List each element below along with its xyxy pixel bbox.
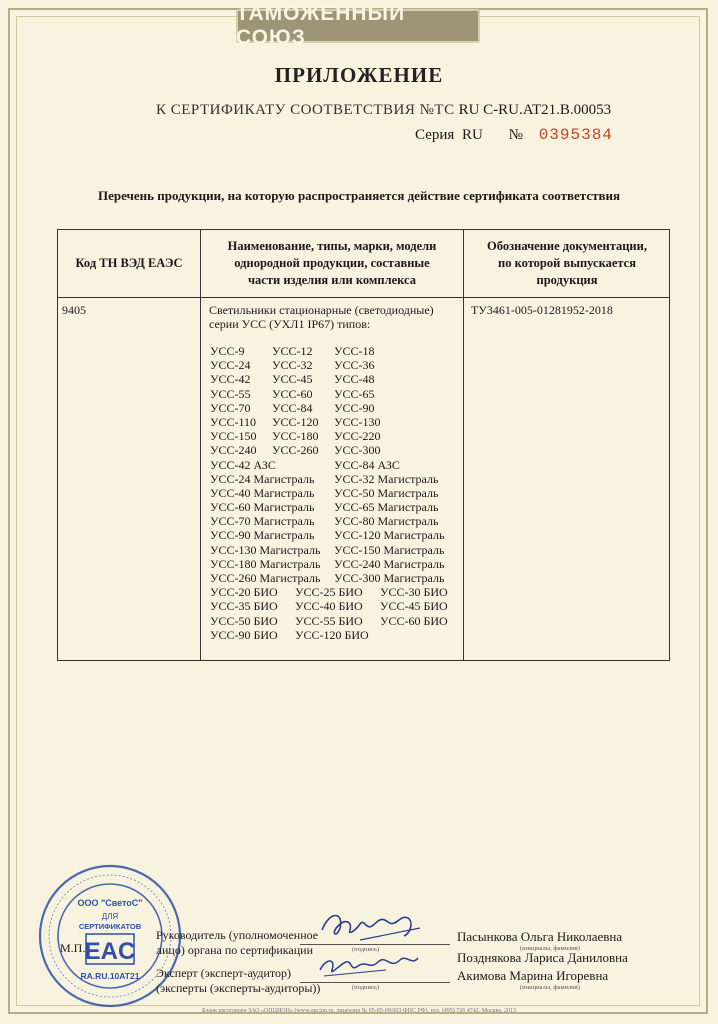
- hs-code: 9405: [62, 303, 86, 317]
- model-name: УСС-60 БИО: [380, 613, 448, 628]
- model-name: УСС-20 БИО: [210, 585, 278, 600]
- product-list-title: Перечень продукции, на которую распространяется действие сертификата соответствия: [97, 188, 621, 203]
- model-name: УСС-300 Магистраль: [334, 571, 445, 585]
- stamp-certificates: СЕРТИФИКАТОВ: [78, 922, 142, 931]
- certificate-number-line: [156, 102, 611, 119]
- signature-caption: (подпись): [352, 984, 379, 991]
- model-name: УСС-120 БИО: [295, 627, 369, 642]
- model-name: УСС-30 БИО: [380, 585, 448, 600]
- blank-footer: Бланк изготовлен ЗАО «ОПЦИОН» (www.opcion.ru, лицензия № 05-05-09/003 ФНС РФ), тел. (495) 726 4742, Москва, 2013: [201, 1008, 517, 1014]
- model-name: УСС-70 Магистраль: [210, 514, 315, 529]
- seal-mark: М.П.: [60, 941, 86, 955]
- model-name: УСС-45: [272, 372, 313, 387]
- expert-name-1: Позднякова Лариса Даниловна: [457, 950, 628, 965]
- model-name: УСС-9: [210, 344, 245, 358]
- model-name: УСС-90: [334, 400, 375, 415]
- model-name: УСС-240: [210, 443, 257, 458]
- model-name: УСС-55 БИО: [295, 613, 363, 628]
- stamp-for: ДЛЯ: [101, 912, 119, 921]
- model-name: УСС-240 Магистраль: [334, 556, 445, 571]
- column-header-name: Наименование, типы, марки, модели однородной продукции, составные части изделия или комплекса: [227, 239, 437, 287]
- model-name: УСС-150 Магистраль: [334, 542, 445, 557]
- model-name: УСС-32: [272, 358, 313, 373]
- model-name: УСС-25 БИО: [295, 585, 363, 600]
- model-name: УСС-24 Магистраль: [210, 471, 315, 486]
- page-title: ПРИЛОЖЕНИЕ: [274, 63, 444, 87]
- model-name: УСС-260: [272, 443, 319, 458]
- initials-caption: (инициалы, фамилия): [520, 984, 580, 991]
- model-name: УСС-70: [210, 400, 251, 415]
- model-name: УСС-84: [272, 400, 313, 415]
- model-name: УСС-120 Магистраль: [334, 528, 445, 543]
- model-name: УСС-36: [334, 358, 375, 373]
- handwritten-signatures: [300, 900, 450, 990]
- expert-name-2: Акимова Марина Игоревна: [457, 968, 609, 983]
- model-name: УСС-35 БИО: [210, 599, 278, 614]
- series-line: [415, 126, 613, 144]
- signature-caption: (подпись): [352, 946, 379, 953]
- stamp-org: ООО "СветоС": [77, 898, 143, 908]
- model-name: УСС-24: [210, 358, 251, 373]
- column-header-code: Код ТН ВЭД ЕАЭС: [75, 256, 183, 270]
- number-label: №: [508, 127, 523, 143]
- model-name: УСС-130: [334, 414, 381, 429]
- column-header-documentation: Обозначение документации, по которой выпускается продукция: [487, 239, 647, 287]
- model-name: УСС-60 Магистраль: [210, 500, 315, 515]
- model-name: УСС-40 БИО: [295, 599, 363, 614]
- model-name: УСС-50 Магистраль: [334, 485, 439, 500]
- model-name: УСС-48: [334, 372, 375, 387]
- series-number: 0395384: [538, 126, 613, 144]
- series-value: RU: [462, 127, 483, 143]
- model-name: УСС-90 Магистраль: [210, 528, 315, 543]
- model-name: УСС-90 БИО: [210, 627, 278, 642]
- initials-caption: (инициалы, фамилия): [520, 945, 580, 952]
- model-name: УСС-80 Магистраль: [334, 514, 439, 529]
- model-name: УСС-180 Магистраль: [210, 556, 321, 571]
- documentation-code: ТУ3461-005-01281952-2018: [471, 303, 613, 317]
- product-description: Светильники стационарные (светодиодные) серии УСС (УХЛ1 IP67) типов:: [209, 303, 434, 331]
- model-name: УСС-65 Магистраль: [334, 500, 439, 515]
- signature-line: [300, 982, 450, 983]
- certificate-label: К СЕРТИФИКАТУ СООТВЕТСТВИЯ №ТС: [156, 102, 455, 118]
- head-signatory-label: Руководитель (уполномоченное лицо) органа по сертификации: [156, 928, 319, 957]
- model-name: УСС-32 Магистраль: [334, 471, 439, 486]
- model-name: УСС-120: [272, 414, 319, 429]
- model-name: УСС-220: [334, 429, 381, 444]
- model-name: УСС-300: [334, 443, 381, 458]
- table-header-divider: [58, 297, 669, 298]
- head-name: Пасынкова Ольга Николаевна: [457, 929, 623, 944]
- model-name: УСС-150: [210, 429, 257, 444]
- model-name: УСС-260 Магистраль: [210, 571, 321, 585]
- product-table: [57, 229, 670, 661]
- model-name: УСС-18: [334, 344, 375, 358]
- model-name: УСС-55: [210, 386, 251, 401]
- certificate-number: RU C-RU.AT21.B.00053: [458, 102, 612, 118]
- model-name: УСС-40 Магистраль: [210, 485, 315, 500]
- expert-signatory-label: Эксперт (эксперт-аудитор) (эксперты (эксперты-аудиторы)): [156, 966, 321, 995]
- model-name: УСС-60: [272, 386, 313, 401]
- series-label: Серия: [415, 127, 455, 143]
- model-name: УСС-50 БИО: [210, 613, 278, 628]
- model-name: УСС-130 Магистраль: [210, 542, 321, 557]
- model-name: УСС-42: [210, 372, 251, 387]
- customs-union-banner: ТАМОЖЕННЫЙ СОЮЗ: [236, 9, 480, 43]
- signature-line: [300, 944, 450, 945]
- model-name: УСС-84 АЗС: [334, 457, 400, 472]
- model-name: УСС-45 БИО: [380, 599, 448, 614]
- stamp-accreditation: RA.RU.10AT21: [80, 971, 140, 981]
- model-name: УСС-65: [334, 386, 375, 401]
- model-name: УСС-42 АЗС: [210, 457, 276, 472]
- model-name: УСС-12: [272, 344, 313, 358]
- stamp-eac: EAC: [84, 938, 136, 965]
- model-name: УСС-180: [272, 429, 319, 444]
- model-name: УСС-110: [210, 414, 257, 429]
